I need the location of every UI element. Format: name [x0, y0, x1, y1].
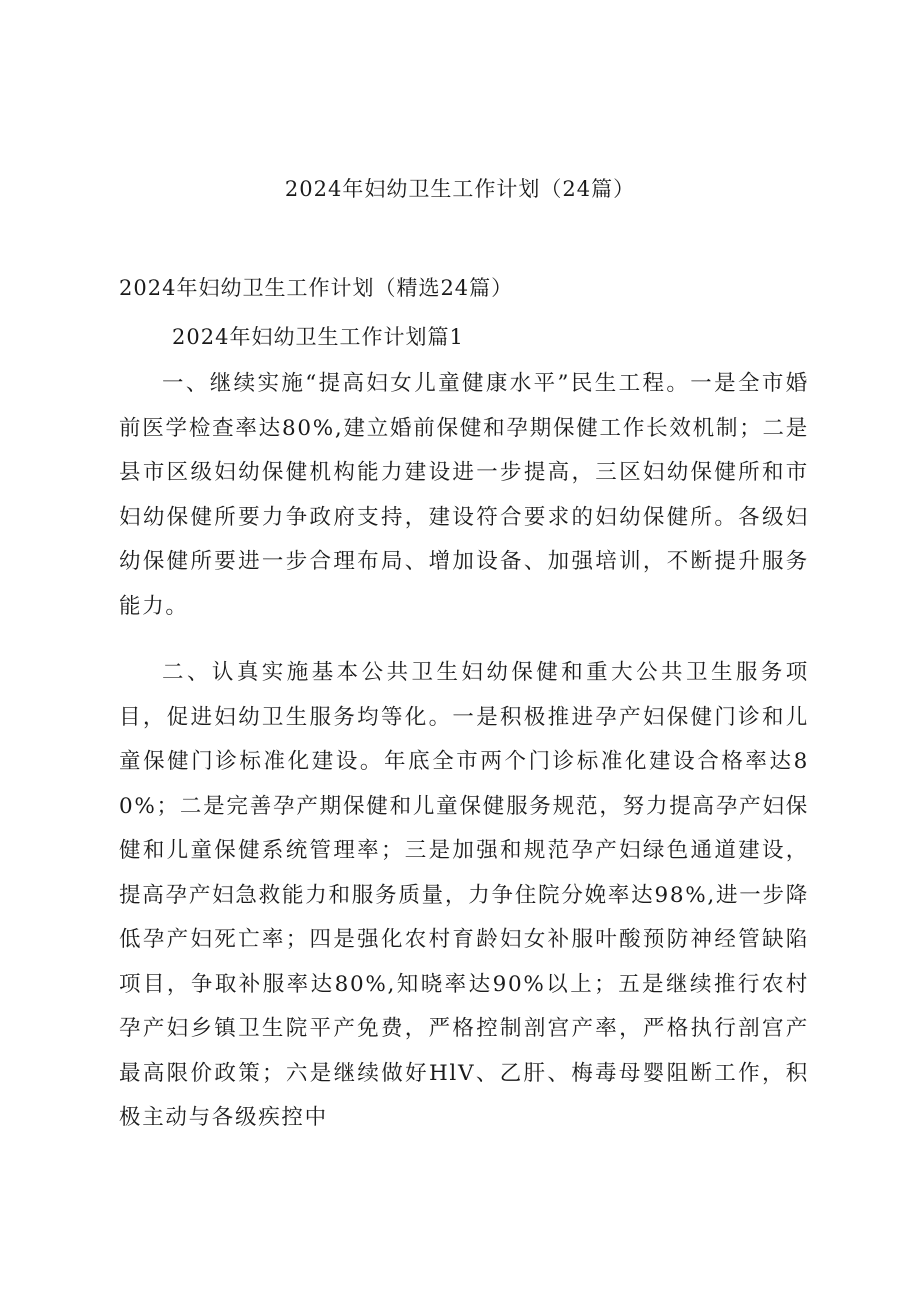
- section-heading: 2024年妇幼卫生工作计划篇1: [172, 325, 464, 349]
- document-title: 2024年妇幼卫生工作计划（24篇）: [284, 177, 636, 201]
- paragraph-1: 一、继续实施“提高妇女儿童健康水平”民生工程。一是全市婚前医学检查率达80%,建立婚前保健和孕期保健工作长效机制；二是县市区级妇幼保健机构能力建设进一步提高，三区妇幼保健所和市妇幼保健所要力争政府支持，建设符合要求的妇幼保健所。各级妇幼保健所要进一步合理布局、增加设备、加强培训，不断提升服务能力。: [119, 371, 809, 619]
- document-subtitle: 2024年妇幼卫生工作计划（精选24篇）: [119, 276, 514, 300]
- paragraph-2: 二、认真实施基本公共卫生妇幼保健和重大公共卫生服务项目，促进妇幼卫生服务均等化。一是积极推进孕产妇保健门诊和儿童保健门诊标准化建设。年底全市两个门诊标准化建设合格率达80%；二是完善孕产期保健和儿童保健服务规范，努力提高孕产妇保健和儿童保健系统管理率；三是加强和规范孕产妇绿色通道建设，提高孕产妇急救能力和服务质量，力争住院分娩率达98%,进一步降低孕产妇死亡率；四是强化农村育龄妇女补服叶酸预防神经管缺陷项目，争取补服率达80%,知晓率达90%以上；五是继续推行农村孕产妇乡镇卫生院平产免费，严格控制剖宫产率，严格执行剖宫产最高限价政策；六是继续做好HlV、乙肝、梅毒母婴阻断工作，积极主动与各级疾控中: [119, 660, 809, 1130]
